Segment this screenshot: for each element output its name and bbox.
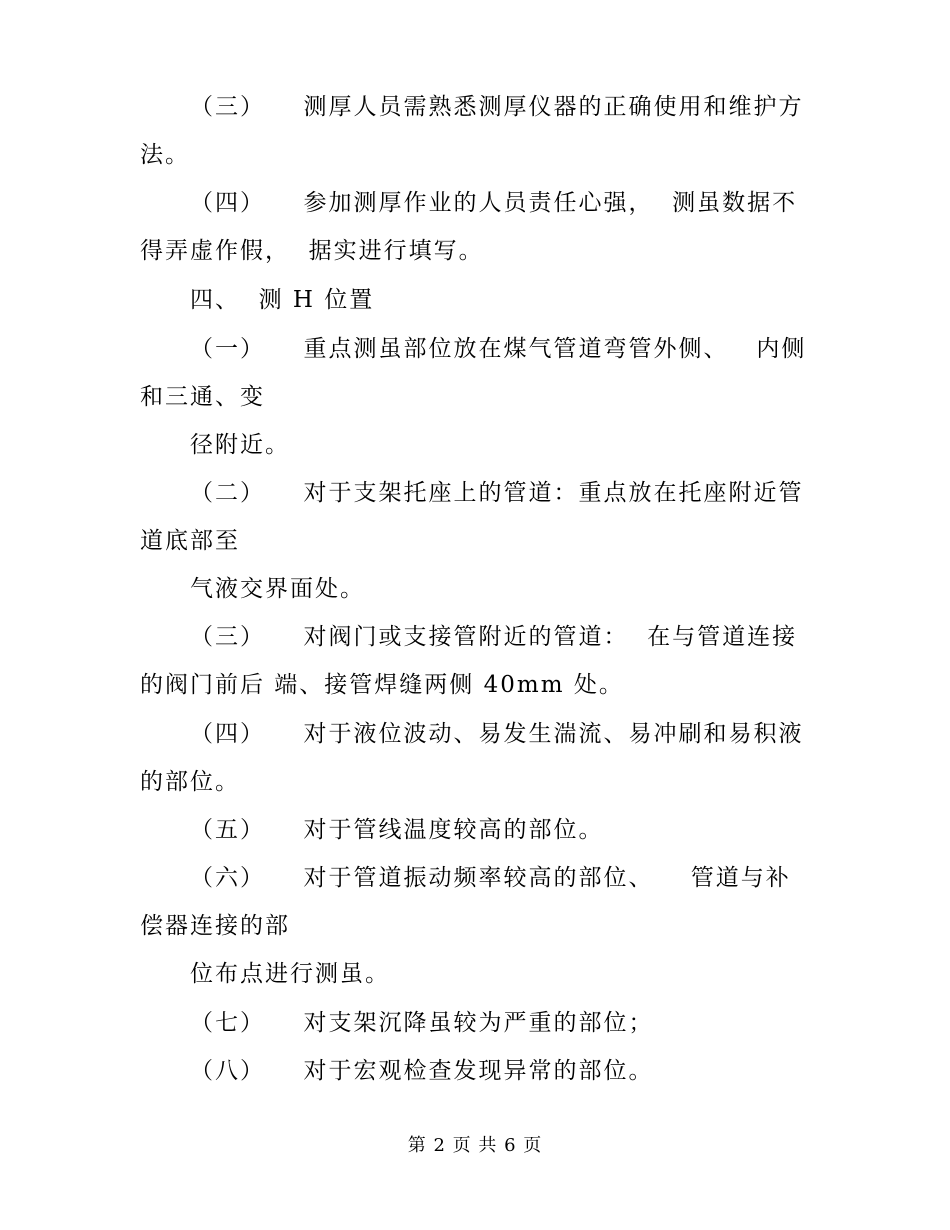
item-4-line-1: （四） 对于液位波动、易发生湍流、易冲刷和易积液	[190, 721, 804, 747]
item-1-line-1: （一） 重点测虽部位放在煤气管道弯管外侧、 内侧	[190, 336, 807, 362]
item-2-line-2: 道底部至	[140, 528, 240, 554]
item-6-line-2: 偿器连接的部	[140, 913, 290, 939]
item-6-line-1: （六） 对于管道振动频率较高的部位、 管道与补	[190, 865, 791, 891]
item-5-line-1: （五） 对于管线温度较高的部位。	[190, 817, 604, 843]
paragraph-4-line-2: 得弄虚作假， 据实进行填写。	[140, 238, 484, 264]
item-2-line-3: 气液交界面处。	[190, 576, 365, 602]
item-6-line-3: 位布点进行测虽。	[190, 961, 390, 987]
item-1-line-3: 径附近。	[190, 432, 290, 458]
item-7-line-1: （七） 对支架沉降虽较为严重的部位；	[190, 1010, 654, 1036]
paragraph-3-line-1: （三） 测厚人员需熟悉测厚仪器的正确使用和维护方	[190, 94, 804, 120]
item-3-line-1: （三） 对阀门或支接管附近的管道： 在与管道连接	[190, 624, 798, 650]
paragraph-4-line-1: （四） 参加测厚作业的人员责任心强， 测虽数据不	[190, 190, 798, 216]
section-heading: 四、 测 H 位置	[190, 287, 375, 313]
item-3-line-2: 的阀门前后 端、接管焊缝两侧 40mm 处。	[140, 672, 624, 698]
item-1-line-2: 和三通、变	[140, 384, 265, 410]
paragraph-3-line-2: 法。	[140, 142, 190, 168]
page-footer: 第 2 页 共 6 页	[407, 1135, 543, 1156]
item-2-line-1: （二） 对于支架托座上的管道：重点放在托座附近管	[190, 480, 804, 506]
item-8-line-1: （八） 对于宏观检查发现异常的部位。	[190, 1058, 654, 1084]
item-4-line-2: 的部位。	[140, 769, 240, 795]
